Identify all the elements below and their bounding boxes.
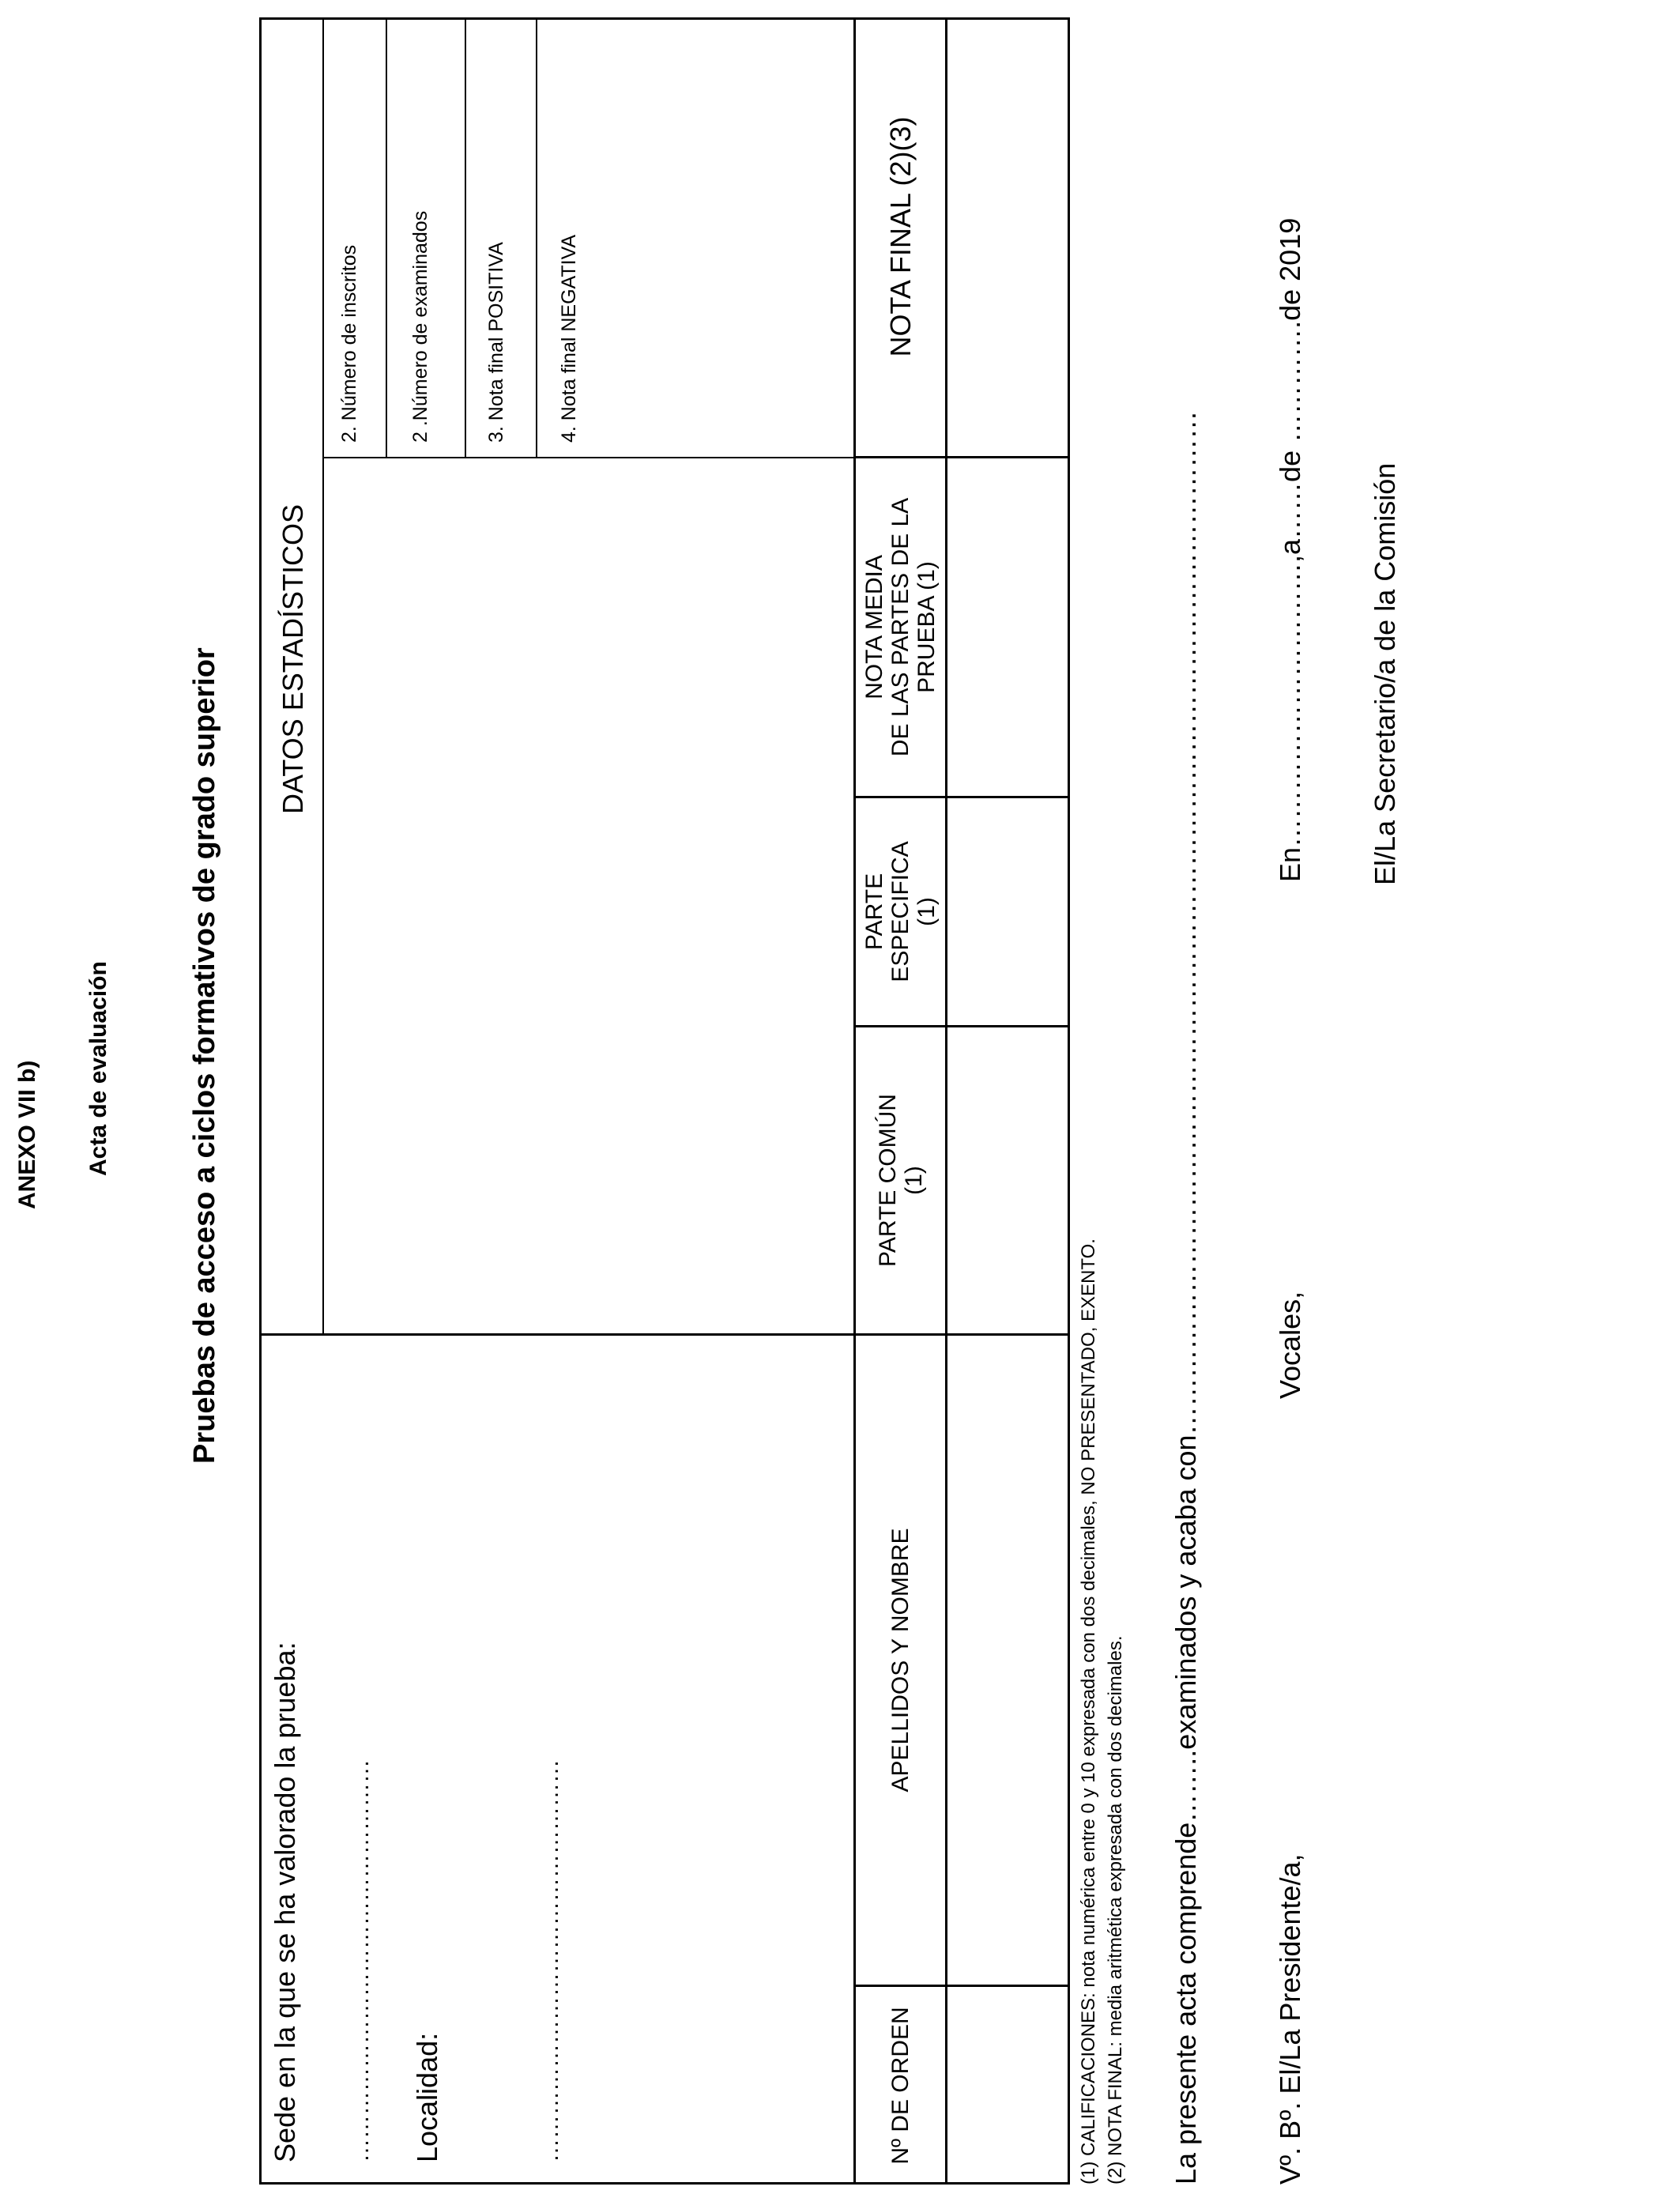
stats-title: DATOS ESTADÍSTICOS	[277, 503, 309, 814]
form-title: Pruebas de acceso a ciclos formativos de grado superior	[188, 647, 221, 1464]
sede-label: Sede en la que se ha valorado la prueba:	[269, 1642, 301, 2162]
col-especifica-header: PARTE ESPECIFICA (1)	[861, 841, 940, 982]
form-subtitle: Acta de evaluación	[85, 961, 111, 1176]
acta-statement: La presente acta comprende……..examinados y acaba con………………………………………………………………………………………………	[1170, 410, 1202, 2185]
presidente-signature: Vº. Bº. El/La Presidente/a,	[1274, 1853, 1306, 2185]
col-comun-header: PARTE COMÚN (1)	[874, 1094, 927, 1267]
form-table	[259, 17, 1070, 2185]
stat-examinados: 2 .Número de examinados	[409, 210, 431, 443]
col-nombre-header: APELLIDOS Y NOMBRE	[887, 1528, 913, 1793]
place-date: En…………………………,a……de ………….de 2019	[1274, 217, 1306, 882]
localidad-field[interactable]: ……………………………………………	[537, 1759, 563, 2162]
stat-positiva: 3. Nota final POSITIVA	[485, 242, 507, 443]
note-calificaciones: (1) CALIFICACIONES: nota numérica entre 0 y 10 expresada con dos decimales, NO PRESENTADO, EXENTO.	[1078, 1238, 1099, 2185]
stat-inscritos: 2. Número de inscritos	[338, 244, 360, 443]
note-nota-final: (2) NOTA FINAL: media aritmética expresada con dos decimales.	[1105, 1635, 1126, 2185]
sede-field[interactable]: ……………………………………………	[348, 1759, 374, 2162]
localidad-label: Localidad:	[411, 2032, 443, 2162]
col-orden-header: Nº DE ORDEN	[887, 2007, 913, 2165]
col-final-header: NOTA FINAL (2)(3)	[883, 116, 917, 357]
vocales-signature: Vocales,	[1274, 1291, 1306, 1399]
col-media-header: NOTA MEDIA DE LAS PARTES DE LA PRUEBA (1)	[861, 497, 940, 757]
annex-label: ANEXO VII b)	[14, 1060, 40, 1209]
secretario-signature: El/La Secretario/a de la Comisión	[1369, 462, 1401, 885]
stat-negativa: 4. Nota final NEGATIVA	[558, 234, 580, 443]
